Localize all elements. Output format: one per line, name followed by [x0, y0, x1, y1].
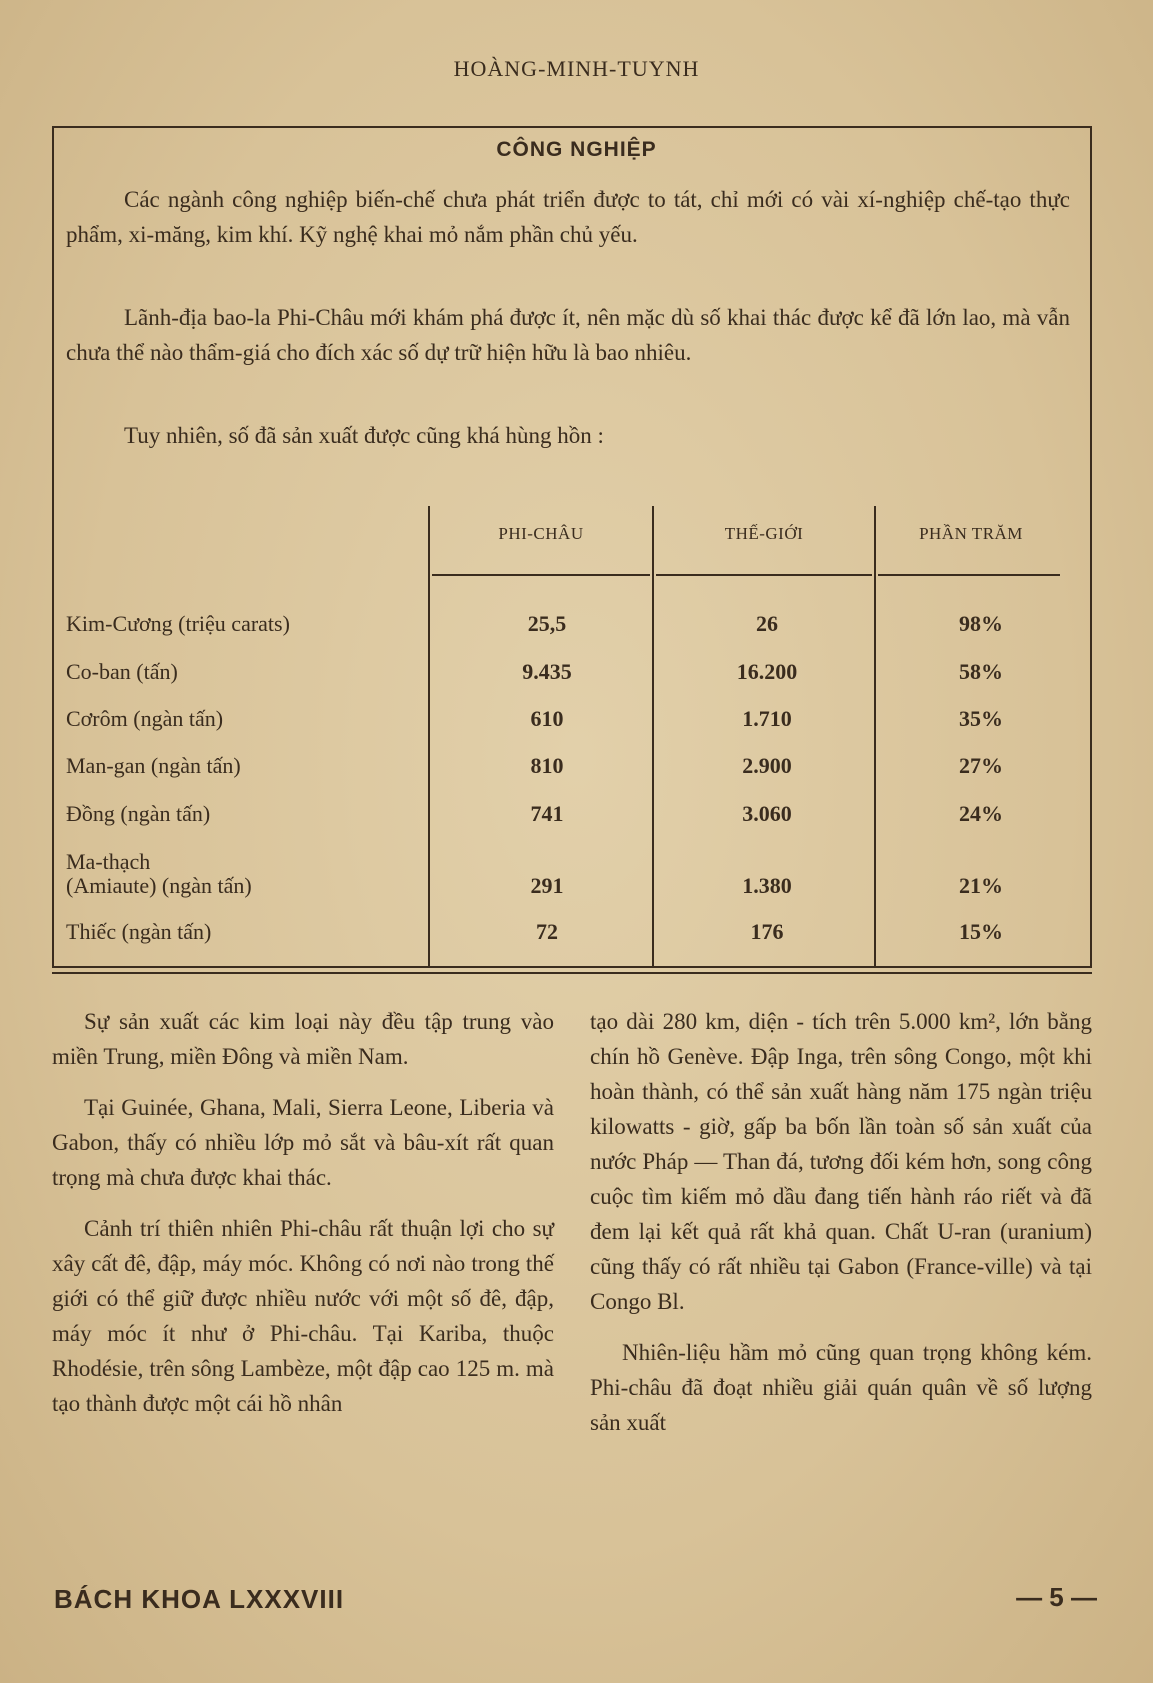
table-row — [54, 850, 1090, 910]
cell-phantram: 35% — [959, 706, 1003, 731]
cell-phichau: 25,5 — [527, 611, 567, 636]
cell-thegioi: 16.200 — [736, 659, 798, 684]
box-paragraph-2: Lãnh-địa bao-la Phi-Châu mới khám phá được ít, nên mặc dù số khai thác được kể đã lớn lao, mà vẫn chưa thể nào thẩm-giá cho đích xác số dự trữ hiện hữu là bao nhiêu. — [66, 305, 1070, 365]
cell-thegioi: 1.380 — [742, 873, 792, 898]
cell-phantram: 24% — [959, 801, 1003, 826]
row-label-line2: (Amiaute) (ngàn tấn) — [66, 873, 252, 898]
cell-thegioi: 176 — [750, 919, 784, 944]
header-rule-3 — [878, 574, 1060, 576]
table-row — [54, 660, 1090, 700]
table-row — [54, 802, 1090, 842]
right-paragraph-2: Nhiên-liệu hầm mỏ cũng quan trọng không kém. Phi-châu đã đoạt nhiều giải quán quân về số lượng sản xuất — [590, 1340, 1092, 1435]
table-row — [54, 754, 1090, 794]
left-paragraph-2: Tại Guinée, Ghana, Mali, Sierra Leone, Liberia và Gabon, thấy có nhiều lớp mỏ sắt và bâu-xít rất quan trọng mà chưa được khai thác. — [52, 1095, 554, 1190]
section-rule — [52, 972, 1092, 974]
cell-phantram: 98% — [959, 611, 1003, 636]
cell-phichau: 810 — [530, 753, 564, 778]
box-paragraph-3: Tuy nhiên, số đã sản xuất được cũng khá hùng hồn : — [124, 423, 604, 448]
left-column — [52, 1004, 554, 1437]
cell-phantram: 15% — [959, 919, 1003, 944]
row-label: Man-gan (ngàn tấn) — [66, 753, 241, 778]
row-label: Cơrôm (ngàn tấn) — [66, 706, 224, 731]
box-paragraph-1: Các ngành công nghiệp biến-chế chưa phát triển được to tát, chỉ mới có vài xí-nghiệp chế-tạo thực phẩm, xi-măng, kim khí. Kỹ nghệ khai mỏ nắm phần chủ yếu. — [66, 187, 1070, 247]
header-phantram: PHẦN TRĂM — [919, 524, 1023, 543]
cell-thegioi: 3.060 — [742, 801, 792, 826]
header-phichau: PHI-CHÂU — [498, 524, 584, 543]
right-paragraph-1: tạo dài 280 km, diện - tích trên 5.000 km², lớn bằng chín hồ Genève. Đập Inga, trên sông Congo, một khi hoàn thành, có thể sản xuất hàng năm 175 ngàn triệu kilowatts - giờ, gấp ba bốn lần toàn số sản xuất của nước Pháp — Than đá, tương đối kém hơn, song công cuộc tìm kiếm mỏ dầu đang tiến hành ráo riết và đã đem lại kết quả rất khả quan. Chất U-ran (uranium) cũng thấy có rất nhiều tại Gabon (France-ville) và tại Congo Bl. — [590, 1009, 1092, 1314]
cell-phichau: 741 — [530, 801, 564, 826]
right-column — [590, 1004, 1092, 1456]
box-title: CÔNG NGHIỆP — [496, 138, 657, 161]
row-label: Co-ban (tấn) — [66, 659, 178, 684]
left-paragraph-3: Cảnh trí thiên nhiên Phi-châu rất thuận lợi cho sự xây cất đê, đập, máy móc. Không có nơi nào trong thế giới có thể giữ được nhiều nước với một số đê, đập, máy móc ít như ở Phi-châu. Tại Kariba, thuộc Rhodésie, trên sông Lambèze, một đập cao 125 m. mà tạo thành được một cái hồ nhân — [52, 1216, 554, 1416]
cell-thegioi: 1.710 — [742, 706, 792, 731]
cell-phichau: 610 — [530, 706, 564, 731]
cell-thegioi: 2.900 — [742, 753, 792, 778]
header-rule-1 — [432, 574, 650, 576]
table-row — [54, 612, 1090, 652]
cell-thegioi: 26 — [756, 611, 778, 636]
cell-phichau: 72 — [536, 919, 558, 944]
page-number: — 5 — — [1016, 1582, 1097, 1612]
cell-phantram: 58% — [959, 659, 1003, 684]
row-label: Thiếc (ngàn tấn) — [66, 919, 212, 944]
table-row — [54, 707, 1090, 747]
header-rule-2 — [656, 574, 872, 576]
row-label: Ma-thạch — [66, 849, 151, 874]
left-paragraph-1: Sự sản xuất các kim loại này đều tập trung vào miền Trung, miền Đông và miền Nam. — [52, 1009, 554, 1069]
cell-phichau: 9.435 — [522, 659, 572, 684]
row-label: Kim-Cương (triệu carats) — [66, 611, 290, 636]
magazine-name: BÁCH KHOA LXXXVIII — [54, 1584, 345, 1614]
cell-phantram: 21% — [959, 873, 1003, 898]
table-row — [54, 920, 1090, 960]
cell-phichau: 291 — [530, 873, 564, 898]
running-head: HOÀNG-MINH-TUYNH — [453, 56, 700, 81]
cell-phantram: 27% — [959, 753, 1003, 778]
header-thegioi: THẾ-GIỚI — [724, 524, 804, 543]
row-label: Đồng (ngàn tấn) — [66, 801, 211, 826]
